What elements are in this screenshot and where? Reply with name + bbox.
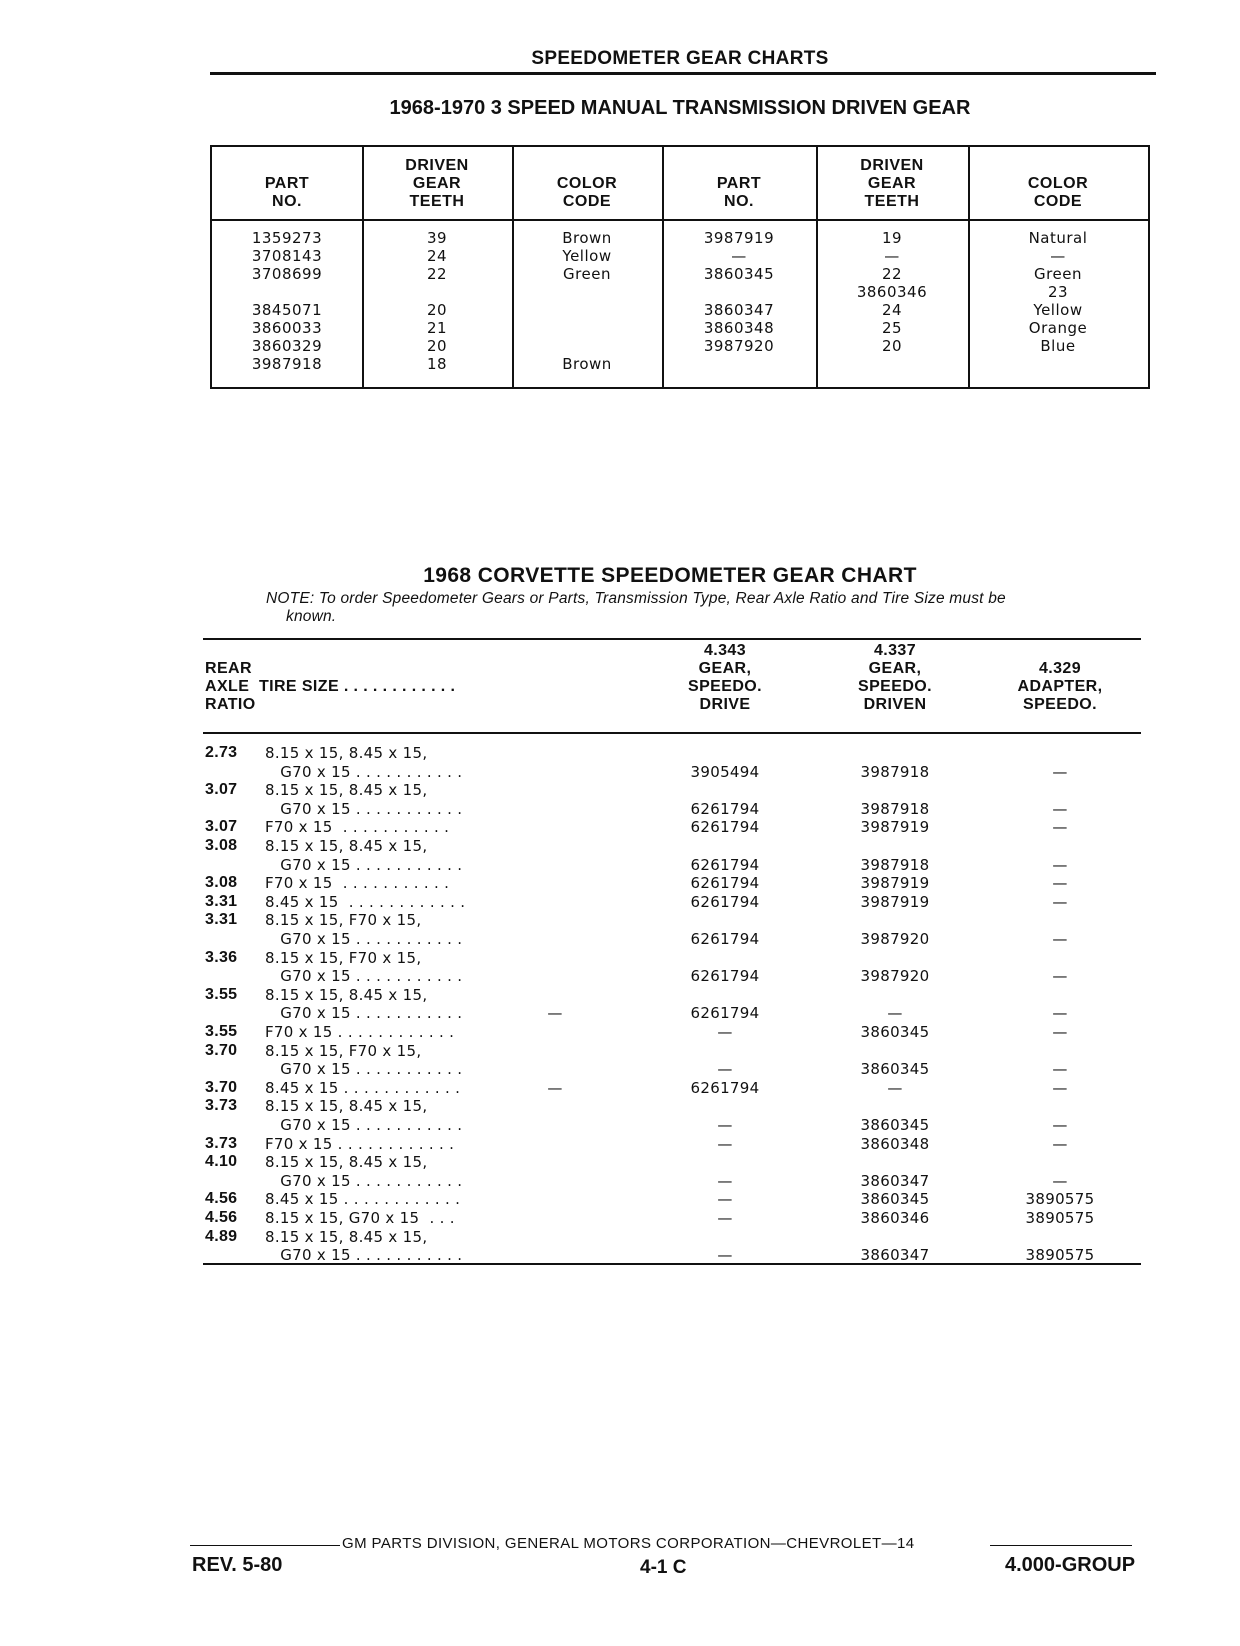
table-cell: 6261794 (690, 1004, 760, 1023)
header-line: ADAPTER, (1017, 678, 1103, 695)
page-number: 4-1 C (640, 1557, 687, 1578)
table-cell: G70 x 15 . . . . . . . . . . . (265, 762, 463, 781)
table-cell: 3987919 (860, 874, 930, 893)
table-cell: 8.45 x 15 . . . . . . . . . . . . (265, 1190, 461, 1209)
table2-top-rule (203, 638, 1141, 640)
table-cell: 3.70 (205, 1041, 238, 1059)
table-cell: 6261794 (690, 799, 760, 818)
table-cell: 3905494 (690, 762, 760, 781)
header-line: DRIVEN (860, 157, 924, 174)
table-cell: G70 x 15 . . . . . . . . . . . (265, 1246, 463, 1265)
table-cell: 8.15 x 15, F70 x 15, (265, 911, 422, 930)
table-cell: G70 x 15 . . . . . . . . . . . (265, 930, 463, 948)
table-cell: — (1050, 247, 1066, 265)
table-cell: 3.36 (205, 948, 238, 966)
table-cell: 24 (426, 247, 448, 265)
header-line: COLOR (1027, 175, 1089, 192)
table-cell: — (717, 1190, 733, 1209)
table-cell: 3860345 (860, 1190, 930, 1209)
table-cell: G70 x 15 . . . . . . . . . . . (265, 855, 463, 874)
table-cell: 2.73 (205, 744, 238, 761)
table-cell: 3987918 (860, 799, 930, 818)
revision-label: REV. 5-80 (192, 1554, 283, 1576)
table-cell: 3860329 (251, 337, 323, 355)
table-cell: 6261794 (690, 855, 760, 874)
table-cell: 6261794 (690, 874, 760, 893)
driven-gear-table (210, 145, 1150, 387)
table-cell: 3860345 (860, 1116, 930, 1134)
table-cell: 6261794 (690, 1078, 760, 1097)
table-cell: — (887, 1004, 903, 1023)
table-cell: 3890575 (1025, 1209, 1095, 1227)
header-line: NO. (724, 193, 754, 210)
table-cell: 8.15 x 15, 8.45 x 15, (265, 781, 428, 800)
table-cell: 3987919 (703, 229, 775, 247)
header-line: NO. (272, 193, 302, 210)
note-line: NOTE: To order Speedometer Gears or Parts, Transmission Type, Rear Axle Ratio and Tire Size must be (266, 590, 1006, 607)
table-cell: 3860346 (856, 283, 928, 301)
table-cell: 8.15 x 15, 8.45 x 15, (265, 1227, 428, 1246)
table-cell: — (1052, 1023, 1068, 1041)
table-cell: 20 (426, 301, 448, 319)
table-cell: 3860033 (251, 319, 323, 337)
table-cell: — (1052, 799, 1068, 818)
table-cell: 1359273 (251, 229, 323, 247)
footer-rule-right (990, 1545, 1132, 1546)
table-cell: 6261794 (690, 967, 760, 986)
header-line: TEETH (409, 193, 465, 210)
table-cell: 3860347 (860, 1246, 930, 1265)
header-line: REAR (205, 660, 252, 677)
table-cell: — (887, 1078, 903, 1097)
table-cell: 3987920 (860, 967, 930, 986)
table2-header-rule (203, 732, 1141, 734)
header-line: 4.343 (703, 642, 747, 659)
table-cell: 3708699 (251, 265, 323, 283)
table-cell: 4.89 (205, 1227, 238, 1245)
note-line: known. (286, 608, 337, 625)
table-cell: 3860347 (703, 301, 775, 319)
table-cell: — (1052, 1078, 1068, 1097)
table-cell: 3860345 (860, 1023, 930, 1041)
table-cell: — (1052, 818, 1068, 837)
table-cell: — (717, 1171, 733, 1190)
table-cell: 3.55 (205, 1023, 238, 1040)
header-line: AXLE TIRE SIZE . . . . . . . . . . . . (205, 678, 456, 695)
table-cell: — (717, 1209, 733, 1227)
header-line: GEAR, (698, 660, 752, 677)
header-line: COLOR (556, 175, 618, 192)
column-header (362, 147, 512, 219)
header-line: SPEEDO. (688, 678, 762, 695)
column-header (968, 147, 1148, 219)
table-cell: 20 (426, 337, 448, 355)
table-cell: Natural (1028, 229, 1088, 247)
table-cell: — (717, 1023, 733, 1041)
table-cell: 3987918 (860, 855, 930, 874)
table-cell: 22 (426, 265, 448, 283)
table-cell: — (717, 1134, 733, 1153)
table-cell: 3.70 (205, 1078, 238, 1096)
header-line: 4.329 (1038, 660, 1082, 677)
table-bottom-rule (210, 387, 1150, 389)
header-line: TEETH (864, 193, 920, 210)
header-line: CODE (562, 193, 612, 210)
table-cell: — (1052, 930, 1068, 948)
header-line: DRIVEN (863, 696, 927, 713)
table-cell: — (1052, 1060, 1068, 1079)
table2-title: 1968 CORVETTE SPEEDOMETER GEAR CHART (423, 564, 917, 587)
table-cell: 21 (426, 319, 448, 337)
table-cell: 3.31 (205, 892, 238, 910)
table-cell: 3860346 (860, 1209, 930, 1227)
table-cell: 3860348 (860, 1134, 930, 1153)
table-cell: 8.15 x 15, 8.45 x 15, (265, 837, 428, 855)
table-cell: 3.08 (205, 837, 238, 854)
table-cell: 3860347 (860, 1171, 930, 1190)
table-cell: Green (563, 265, 611, 283)
footer-publisher: GM PARTS DIVISION, GENERAL MOTORS CORPORATION—CHEVROLET—14 (342, 1535, 915, 1552)
table-cell: 3860348 (703, 319, 775, 337)
table-cell: — (1052, 967, 1068, 986)
header-line: 4.337 (873, 642, 917, 659)
table-cell: 3987920 (860, 930, 930, 948)
table-cell: 3.73 (205, 1097, 238, 1115)
table-cell: — (547, 1078, 563, 1097)
table-cell: 23 (1047, 283, 1069, 301)
table-cell: 8.45 x 15 . . . . . . . . . . . . (265, 1078, 461, 1097)
table-cell: — (1052, 855, 1068, 874)
table-cell: 3890575 (1025, 1190, 1095, 1209)
table-cell: 4.56 (205, 1209, 238, 1226)
table-cell: 3987919 (860, 818, 930, 837)
column-header (662, 147, 816, 219)
table-cell: — (1052, 1004, 1068, 1023)
table-cell: 3987920 (703, 337, 775, 355)
table-cell: — (717, 1116, 733, 1134)
table-cell: 8.45 x 15 . . . . . . . . . . . . (265, 892, 466, 911)
table-cell: 4.56 (205, 1190, 238, 1208)
table-cell: 8.15 x 15, 8.45 x 15, (265, 1153, 428, 1172)
header-line: PART (264, 175, 310, 192)
table-cell: 20 (881, 337, 903, 355)
header-line: PART (716, 175, 762, 192)
group-label: 4.000-GROUP (1005, 1554, 1136, 1576)
table-cell: G70 x 15 . . . . . . . . . . . (265, 799, 463, 818)
table-cell: 8.15 x 15, 8.45 x 15, (265, 985, 428, 1004)
table-cell: — (547, 1004, 563, 1023)
header-driven-gear (835, 642, 955, 714)
table-cell: Brown (562, 355, 612, 373)
table-cell: 3845071 (251, 301, 323, 319)
table-header-rule (212, 219, 1148, 221)
table-cell: 3.07 (205, 781, 238, 799)
table-cell: 3890575 (1025, 1246, 1095, 1265)
header-rule (210, 72, 1156, 75)
table-cell: — (1052, 874, 1068, 893)
table-cell: — (731, 247, 747, 265)
table-cell: 6261794 (690, 892, 760, 911)
header-line: DRIVE (699, 696, 751, 713)
header-axle-tire (205, 660, 455, 714)
table-cell: 3.08 (205, 874, 238, 892)
table-cell: G70 x 15 . . . . . . . . . . . (265, 1004, 463, 1023)
page-title: SPEEDOMETER GEAR CHARTS (531, 48, 829, 69)
table-cell: — (1052, 1134, 1068, 1153)
table-cell: Blue (1040, 337, 1076, 355)
table2-note (266, 590, 1006, 626)
footer-rule-left (190, 1545, 340, 1546)
column-header (816, 147, 968, 219)
table-cell: F70 x 15 . . . . . . . . . . . (265, 818, 450, 837)
table-cell: 3987918 (251, 355, 323, 373)
table-cell: 3.73 (205, 1134, 238, 1152)
table-cell: 3860345 (860, 1060, 930, 1079)
header-line: GEAR, (868, 660, 922, 677)
table-cell: — (1052, 1171, 1068, 1190)
header-line: DRIVEN (405, 157, 469, 174)
table-cell: 3.55 (205, 985, 238, 1003)
table-cell: — (1052, 1116, 1068, 1134)
table-cell: 3987918 (860, 762, 930, 781)
table-cell: Brown (562, 229, 612, 247)
table1-title: 1968-1970 3 SPEED MANUAL TRANSMISSION DRIVEN GEAR (389, 97, 971, 119)
table-cell: F70 x 15 . . . . . . . . . . . (265, 874, 450, 893)
table-cell: 18 (426, 355, 448, 373)
table-cell: 8.15 x 15, 8.45 x 15, (265, 744, 428, 762)
table-cell: 24 (881, 301, 903, 319)
table-cell: G70 x 15 . . . . . . . . . . . (265, 1116, 463, 1134)
table-cell: — (717, 1246, 733, 1265)
column-header (212, 147, 362, 219)
header-adapter (1000, 660, 1120, 714)
header-line: GEAR (867, 175, 917, 192)
column-header (512, 147, 662, 219)
table-cell: 22 (881, 265, 903, 283)
table-cell: 6261794 (690, 930, 760, 948)
table-cell: 4.10 (205, 1153, 238, 1171)
table-cell: G70 x 15 . . . . . . . . . . . (265, 967, 463, 986)
table-cell: 3.31 (205, 911, 238, 929)
table-cell: 8.15 x 15, G70 x 15 . . . (265, 1209, 455, 1227)
table-cell: — (884, 247, 900, 265)
table-cell: G70 x 15 . . . . . . . . . . . (265, 1171, 463, 1190)
table-cell: 8.15 x 15, F70 x 15, (265, 1041, 422, 1060)
table-cell: 39 (426, 229, 448, 247)
header-line: RATIO (205, 696, 256, 713)
table-cell: 8.15 x 15, F70 x 15, (265, 948, 422, 967)
table-cell: 3860345 (703, 265, 775, 283)
table-cell: 8.15 x 15, 8.45 x 15, (265, 1097, 428, 1116)
table-cell: Yellow (562, 247, 612, 265)
table-cell: 3.07 (205, 818, 238, 836)
header-drive-gear (665, 642, 785, 714)
table-cell: — (1052, 892, 1068, 911)
table-cell: Yellow (1033, 301, 1083, 319)
header-line: CODE (1033, 193, 1083, 210)
table-cell: 3987919 (860, 892, 930, 911)
header-line: GEAR (412, 175, 462, 192)
header-line: SPEEDO. (858, 678, 932, 695)
table-cell: 25 (881, 319, 903, 337)
table-cell: F70 x 15 . . . . . . . . . . . . (265, 1134, 455, 1153)
table-cell: F70 x 15 . . . . . . . . . . . . (265, 1023, 455, 1041)
table-cell: 3708143 (251, 247, 323, 265)
table-cell: — (717, 1060, 733, 1079)
table-cell: 19 (881, 229, 903, 247)
table-cell: 6261794 (690, 818, 760, 837)
table-cell: G70 x 15 . . . . . . . . . . . (265, 1060, 463, 1079)
table-cell: Green (1034, 265, 1082, 283)
header-line: SPEEDO. (1023, 696, 1097, 713)
table-cell: Orange (1028, 319, 1088, 337)
table-cell: — (1052, 762, 1068, 781)
